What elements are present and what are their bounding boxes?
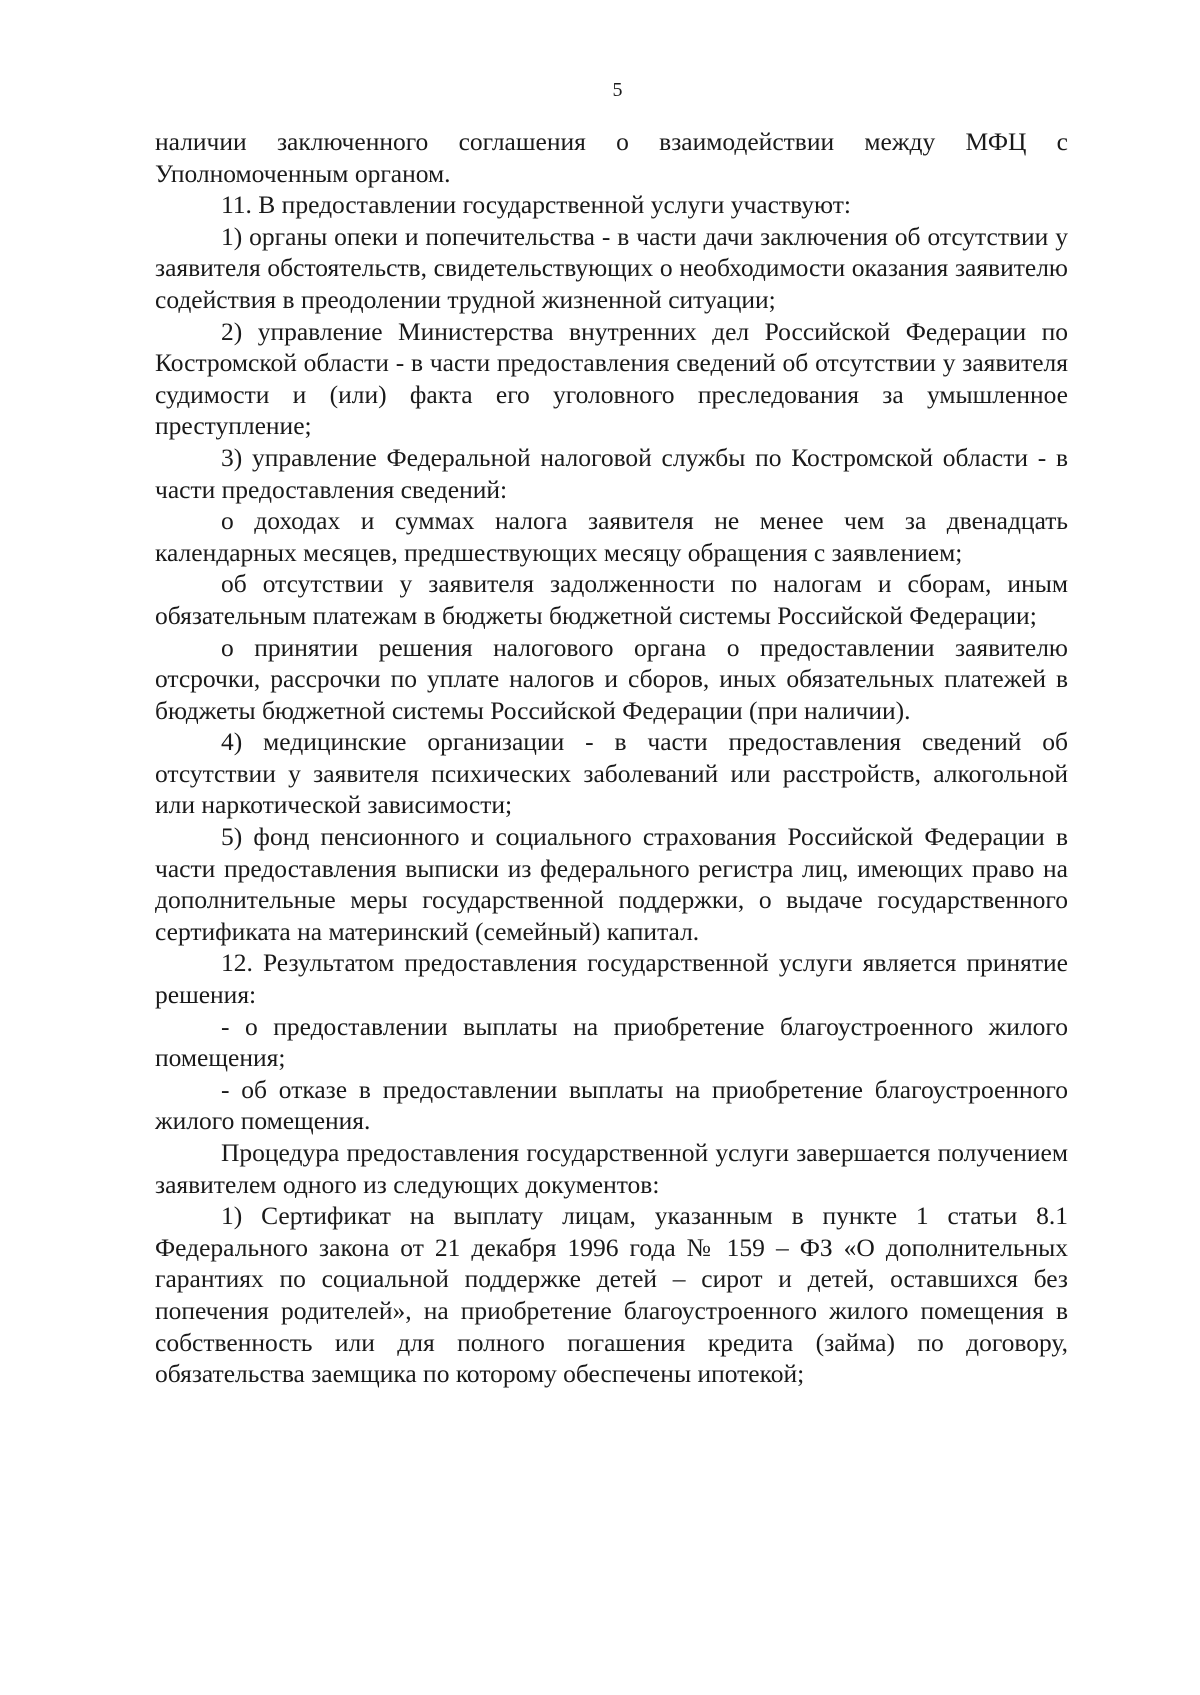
paragraph: 2) управление Министерства внутренних дел Российской Федерации по Костромской области - в части предоставления сведений об отсутствии у заявителя судимости и (или) факта его уголовного преследования за умышленное преступление; (155, 316, 1068, 441)
paragraph: 1) органы опеки и попечительства - в части дачи заключения об отсутствии у заявителя обстоятельств, свидетельствующих о необходимости оказания заявителю содействия в преодолении трудной жизненной ситуации; (155, 221, 1068, 314)
paragraph: Процедура предоставления государственной услуги завершается получением заявителем одного из следующих документов: (155, 1138, 1068, 1199)
paragraph: о принятии решения налогового органа о предоставлении заявителю отсрочки, рассрочки по уплате налогов и сборов, иных обязательных платежей в бюджеты бюджетной системы Российской Федерации (при наличии). (155, 632, 1068, 725)
paragraph: 5) фонд пенсионного и социального страхования Российской Федерации в части предоставления выписки из федерального регистра лиц, имеющих право на дополнительные меры государственной поддержки, о выдаче государственного сертификата на материнский (семейный) капитал. (155, 822, 1068, 946)
paragraph: об отсутствии у заявителя задолженности по налогам и сборам, иным обязательным платежам в бюджеты бюджетной системы Российской Федерации; (155, 569, 1068, 630)
document-body (155, 126, 1068, 1390)
paragraph: - о предоставлении выплаты на приобретение благоустроенного жилого помещения; (155, 1011, 1068, 1073)
paragraph: о доходах и суммах налога заявителя не менее чем за двенадцать календарных месяцев, предшествующих месяцу обращения с заявлением; (155, 506, 1068, 567)
paragraph: 3) управление Федеральной налоговой службы по Костромской области - в части предоставления сведений: (155, 442, 1068, 504)
paragraph: 4) медицинские организации - в части предоставления сведений об отсутствии у заявителя психических заболеваний или расстройств, алкогольной или наркотической зависимости; (155, 727, 1068, 820)
paragraph: 11. В предоставлении государственной услуги участвуют: (221, 190, 851, 220)
paragraph: наличии заключенного соглашения о взаимодействии между МФЦ с Уполномоченным органом. (155, 127, 1068, 188)
paragraph: - об отказе в предоставлении выплаты на приобретение благоустроенного жилого помещения. (155, 1074, 1068, 1136)
page-number: 5 (612, 79, 623, 101)
paragraph: 1) Сертификат на выплату лицам, указанным в пункте 1 статьи 8.1 Федерального закона от 21 декабря 1996 года № 159 – ФЗ «О дополнительных гарантиях по социальной поддержке детей – сирот и детей, оставшихся без попечения родителей», на приобретение благоустроенного жилого помещения в собственность или для полного погашения кредита (займа) по договору, обязательства заемщика по которому обеспечены ипотекой; (155, 1201, 1068, 1389)
paragraph: 12. Результатом предоставления государственной услуги является принятие решения: (155, 948, 1068, 1010)
